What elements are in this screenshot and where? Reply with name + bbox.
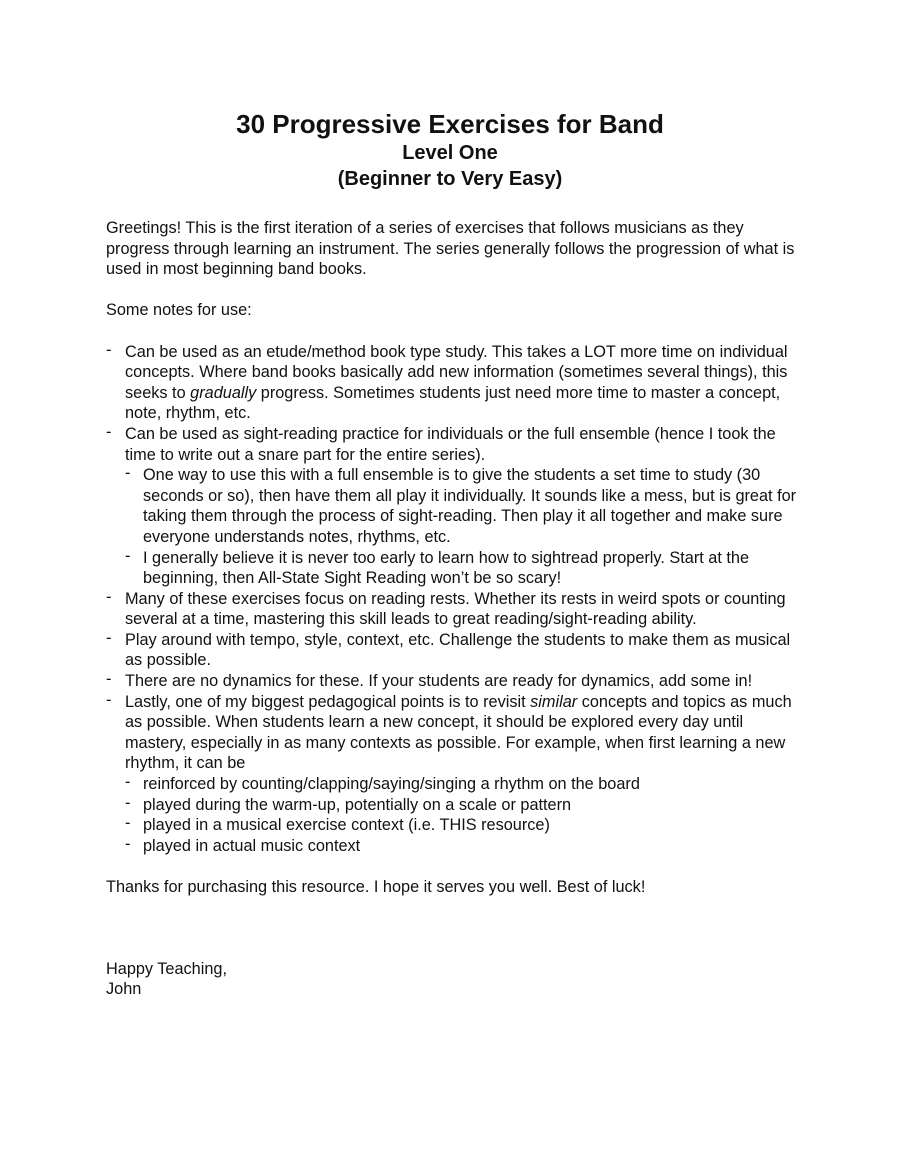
- note-item-sight-reading: - Can be used as sight-reading practice for individuals or the full ensemble (hence I took the time to write out a snare part for the entire series). - One way to use this with a full ensemble is to give the students a set time to study (30 seconds or so), then have them all play it individually. It sounds like a mess, but is great for taking them through the process of sight-reading. Then play it all together and make sure everyone understands notes, rhythms, etc. - I generally believe it is never too early to learn how to sightread properly. Start at the beginning, then All-State Sight Reading won’t be so scary!: [106, 424, 806, 589]
- notes-heading: Some notes for use:: [106, 301, 252, 320]
- level-subtitle: Level One: [402, 142, 498, 164]
- signature: John: [106, 980, 142, 999]
- document-body: [106, 218, 806, 1000]
- thanks-paragraph: Thanks for purchasing this resource. I hope it serves you well. Best of luck!: [106, 878, 646, 896]
- sub-item: - reinforced by counting/clapping/saying/singing a rhythm on the board: [125, 774, 806, 795]
- note-item-etude: - Can be used as an etude/method book type study. This takes a LOT more time on individual concepts. Where band books basically add new information (sometimes several things), this seeks to gradually progress. Sometimes students just need more time to master a concept, note, rhythm, etc.: [106, 342, 806, 424]
- closing-line: Happy Teaching,: [106, 959, 227, 978]
- emphasis-similar: similar: [530, 692, 578, 711]
- sub-item: - played in actual music context: [125, 836, 806, 857]
- notes-list: [106, 342, 806, 857]
- sub-item: - I generally believe it is never too early to learn how to sightread properly. Start at the beginning, then All-State Sight Reading won’t be so scary!: [125, 548, 806, 589]
- note-item-revisit: - Lastly, one of my biggest pedagogical points is to revisit similar concepts and topics as much as possible. When students learn a new concept, it should be explored every day until mastery, especially in as many contexts as possible. For example, when first learning a new rhythm, it can be - reinforced by counting/clapping/saying/singing a rhythm on the board - played during the warm-up, potentially on a scale or pattern - played in a musical exercise context (i.e. THIS resource) - played in actual music context: [106, 692, 806, 857]
- note-item-tempo: - Play around with tempo, style, context, etc. Challenge the students to make them as musical as possible.: [106, 630, 806, 671]
- sub-item: - One way to use this with a full ensemble is to give the students a set time to study (30 seconds or so), then have them all play it individually. It sounds like a mess, but is great for taking them through the process of sight-reading. Then play it all together and make sure everyone understands notes, rhythms, etc.: [125, 465, 806, 547]
- title-block: [0, 108, 900, 192]
- emphasis-gradually: gradually: [190, 383, 257, 402]
- sub-item: - played in a musical exercise context (i.e. THIS resource): [125, 815, 806, 836]
- revisit-sublist: [125, 774, 806, 856]
- difficulty-subtitle: (Beginner to Very Easy): [337, 168, 563, 190]
- sight-reading-sublist: [125, 465, 806, 589]
- note-item-dynamics: - There are no dynamics for these. If your students are ready for dynamics, add some in!: [106, 671, 806, 692]
- page-title: 30 Progressive Exercises for Band: [236, 109, 664, 139]
- sub-item: - played during the warm-up, potentially on a scale or pattern: [125, 795, 806, 816]
- intro-paragraph: Greetings! This is the first iteration of a series of exercises that follows musicians as they progress through learning an instrument. The series generally follows the progression of what is used in most beginning band books.: [106, 219, 795, 279]
- note-item-rests: - Many of these exercises focus on reading rests. Whether its rests in weird spots or counting several at a time, mastering this skill leads to great reading/sight-reading ability.: [106, 589, 806, 630]
